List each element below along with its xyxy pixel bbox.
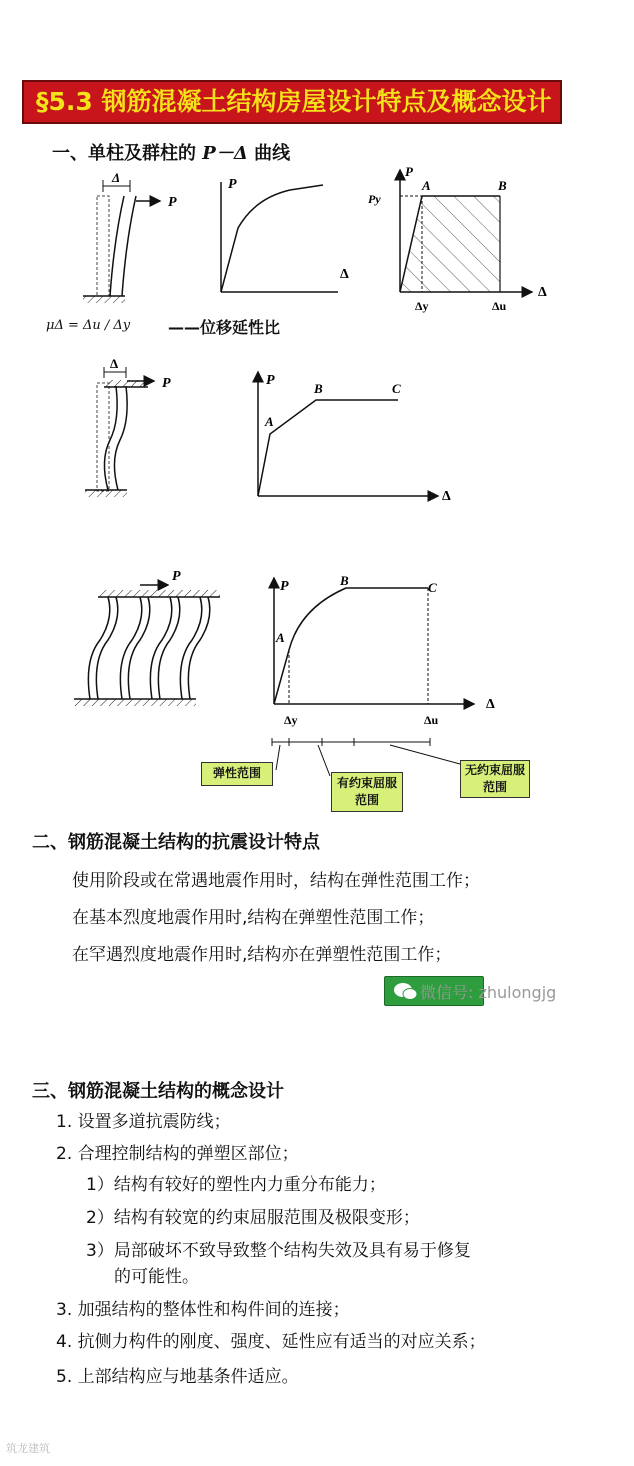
section1-heading-prefix: 一、单柱及群柱的 [52,143,196,164]
hatched-area [400,196,500,292]
p-label-3: P [172,569,181,584]
delta-axis-label-2: Δ [538,285,547,300]
footer-watermark: 筑龙建筑 [6,1442,50,1455]
section2-heading: 二、钢筋混凝土结构的抗震设计特点 [32,832,320,853]
elastic-range-box: 弹性范围 [201,762,273,786]
section3-item-4: 4. 抗侧力构件的刚度、强度、延性应有适当的对应关系； [56,1332,486,1352]
p-axis-label-1: P [228,177,237,192]
delta-label-2: Δ [110,356,119,371]
point-b-label-2: B [314,381,323,396]
ductility-label: ——位移延性比 [168,318,281,337]
delta-u-label-2: Δu [424,713,439,727]
section1-heading-suffix: 曲线 [254,143,291,164]
py-label: Py [368,192,381,206]
p-delta-curve-3 [272,573,495,776]
section3-subitem-3-cont: 的可能性。 [114,1267,199,1287]
section3-subitem-2: 2）结构有较宽的约束屈服范围及极限变形； [86,1208,420,1228]
cantilever-column-diagram [83,170,177,303]
section3-item-2: 2. 合理控制结构的弹塑区部位； [56,1144,299,1164]
section2-line-3: 在罕遇烈度地震作用时,结构亦在弹塑性范围工作； [72,945,452,965]
watermark-text: 微信号: zhulongjg [420,983,557,1002]
fixed-fixed-column-diagram [85,356,171,497]
point-b-label-3: B [340,573,349,588]
delta-label-1: Δ [112,170,121,185]
undeformed-column [97,196,109,296]
unconstrained-yield-range-box: 无约束屈服范围 [460,760,530,798]
deformed-column-right [122,196,136,296]
point-c-label-2: C [392,381,401,396]
delta-y-label-2: Δy [284,713,298,727]
delta-axis-label-4: Δ [486,697,495,712]
section3-item-1: 1. 设置多道抗震防线； [56,1112,231,1132]
point-a-label-2: A [265,414,274,429]
page-title: §5.3 钢筋混凝土结构房屋设计特点及概念设计 [22,80,562,124]
section3-heading: 三、钢筋混凝土结构的概念设计 [32,1081,284,1102]
multi-column-diagram [74,569,220,706]
p-axis-label-4: P [280,579,289,594]
ductility-formula: μΔ = Δu / Δy [46,318,131,333]
p-axis-label-2: P [405,164,413,179]
section3-item-3: 3. 加强结构的整体性和构件间的连接； [56,1300,350,1320]
delta-axis-label-1: Δ [340,267,349,282]
curve-1 [221,185,323,292]
delta-axis-label-3: Δ [442,489,451,504]
p-delta-curve-1 [221,177,349,292]
point-a-label-3: A [276,630,285,645]
section3-subitem-1: 1）结构有较好的塑性内力重分布能力； [86,1175,386,1195]
section3-subitem-3: 3）局部破坏不致导致整个结构失效及具有易于修复 [86,1241,471,1261]
point-b-label-1: B [498,178,507,193]
p-delta-diagrams [0,160,634,810]
section3-item-5: 5. 上部结构应与地基条件适应。 [56,1367,299,1387]
deformed-column-left [110,196,124,296]
fixed-support [83,296,125,303]
p-delta-curve-2 [258,372,451,504]
section2-line-1: 使用阶段或在常遇地震作用时，结构在弹性范围工作； [72,871,480,891]
p-axis-label-3: P [266,373,275,388]
delta-u-label-1: Δu [492,299,507,313]
p-label-1: P [168,195,177,210]
point-a-label-1: A [422,178,431,193]
p-label-2: P [162,376,171,391]
delta-y-label-1: Δy [415,299,429,313]
section1-heading-math: P－Δ [202,143,248,164]
idealized-elastoplastic-diagram [368,164,547,313]
section2-line-2: 在基本烈度地震作用时,结构在弹塑性范围工作； [72,908,435,928]
point-c-label-3: C [428,580,437,595]
constrained-yield-range-box: 有约束屈服范围 [331,772,403,812]
